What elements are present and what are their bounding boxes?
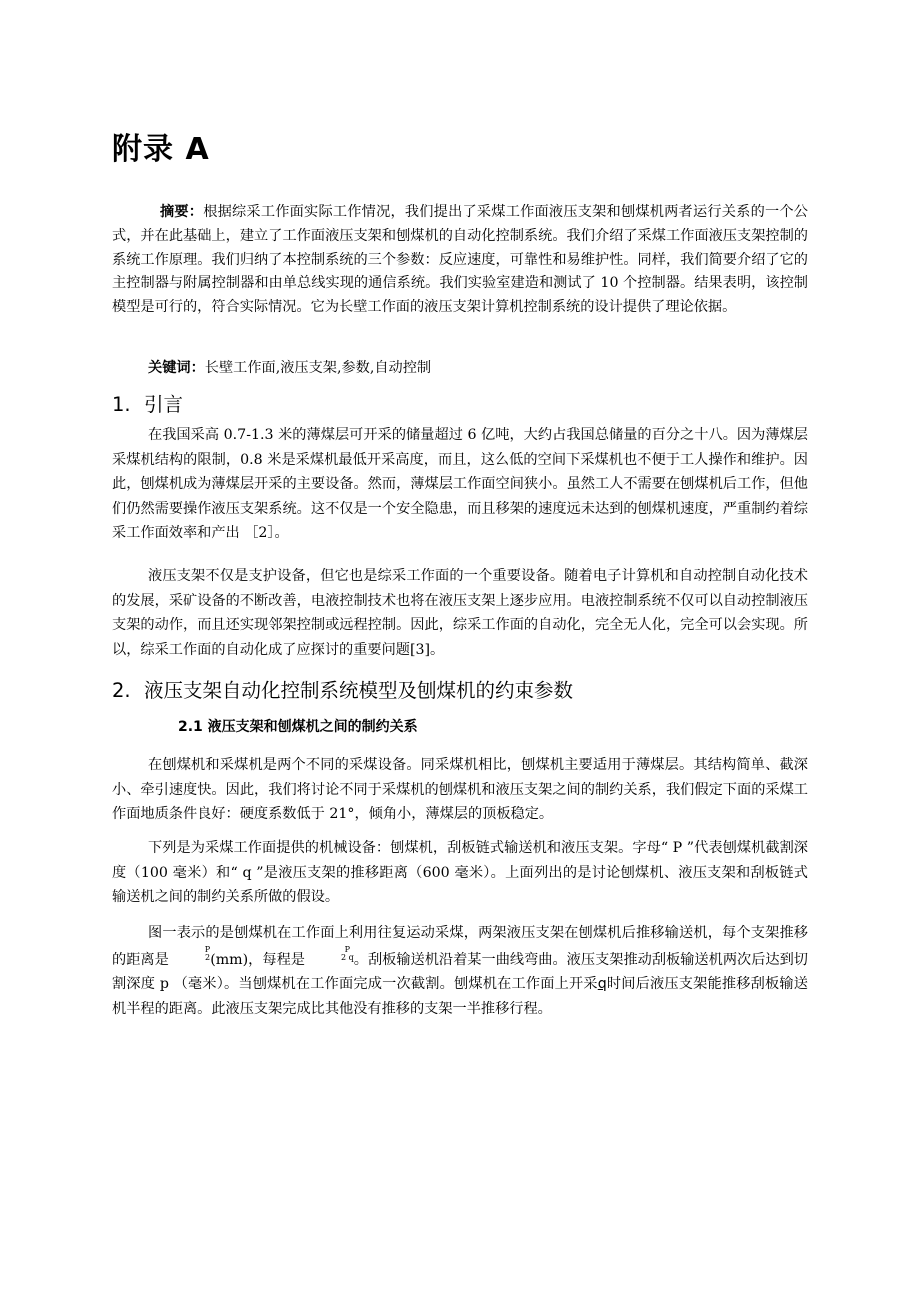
section-2-heading [112, 678, 573, 704]
subsection-2-1-heading: 2.1 液压支架和刨煤机之间的制约关系 [178, 719, 418, 735]
keywords-text: 长壁工作面,液压支架,参数,自动控制 [204, 360, 432, 376]
underlined-q: q [597, 976, 607, 992]
section-1-paragraph-2: 液压支架不仅是支护设备，但它也是综采工作面的一个重要设备。随着电子计算机和自动控制自动化技术的发展，采矿设备的不断改善，电液控制技术也将在液压支架上逐步应用。电液控制系统不仅可以自动控制液压支架的动作，而且还实现邻架控制或远程控制。因此，综采工作面的自动化，完全无人化，完全可以会实现。所以，综采工作面的自动化成了应探讨的重要问题[3]。 [112, 568, 808, 658]
paragraph-3-text-d: 时间后液压支架能推移刮板输送机半程的距离。此液压支架完成比其他没有推移的支架一半推移行程。 [112, 976, 808, 1017]
fraction-p-over-2q: P 2 q [340, 944, 354, 962]
paragraph-3-text-a: 图一表示的是刨煤机在工作面上利用往复运动采煤，两架液压支架在刨煤机后推移输送机，每个支架推移的距离是 [112, 925, 808, 968]
appendix-title: 附录 A [112, 132, 210, 167]
abstract-label: 摘要： [160, 204, 204, 220]
keywords-label: 关键词： [148, 360, 205, 376]
section-1-heading [112, 392, 183, 418]
paragraph-3-text-c: 。刮板输送机沿着某一曲线弯曲。液压支架推动刮板输送机两次后达到切割深度 p （毫米）。当刨煤机在工作面完成一次截割。刨煤机在工作面上开采 [112, 951, 808, 992]
section-2-paragraph-3 [112, 921, 808, 1021]
abstract-paragraph [112, 201, 808, 320]
section-2-paragraph-1: 在刨煤机和采煤机是两个不同的采煤设备。同采煤机相比，刨煤机主要适用于薄煤层。其结构简单、截深小、牵引速度快。因此，我们将讨论不同于采煤机的刨煤机和液压支架之间的制约关系，我们假定下面的采煤工作面地质条件良好：硬度系数低于 21°，倾角小，薄煤层的顶板稳定。 [112, 757, 808, 822]
section-2-paragraph-2: 下列是为采煤工作面提供的机械设备：刨煤机，刮板链式输送机和液压支架。字母“ P ”代表刨煤机截割深度（100 毫米）和“ q ”是液压支架的推移距离（600 毫米）。上面列出的是讨论刨煤机、液压支架和刮板链式输送机之间的制约关系所做的假设。 [112, 840, 808, 905]
section-1-number: 1. [112, 393, 131, 416]
keywords-line [148, 357, 431, 379]
paragraph-3-text-b: (mm)，每程是 [210, 951, 305, 968]
section-2-title: 液压支架自动化控制系统模型及刨煤机的约束参数 [144, 679, 574, 702]
fraction-p-over-2: P 2 [204, 944, 211, 962]
section-1-paragraph-1: 在我国采高 0.7-1.3 米的薄煤层可开采的储量超过 6 亿吨，大约占我国总储量的百分之十八。因为薄煤层采煤机结构的限制，0.8 米是采煤机最低开采高度，而且，这么低的空间下采煤机也不便于工人操作和维护。因此，刨煤机成为薄煤层开采的主要设备。然而，薄煤层工作面空间狭小。虽然工人不需要在刨煤机后工作，但他们仍然需要操作液压支架系统。这不仅是一个安全隐患，而且移架的速度远未达到的刨煤机速度，严重制约着综采工作面效率和产出 ［2］。 [112, 427, 808, 541]
section-2-number: 2. [112, 679, 131, 702]
abstract-text: 根据综采工作面实际工作情况，我们提出了采煤工作面液压支架和刨煤机两者运行关系的一个公式，并在此基础上，建立了工作面液压支架和刨煤机的自动化控制系统。我们介绍了采煤工作面液压支架控制的系统工作原理。我们归纳了本控制系统的三个参数：反应速度，可靠性和易维护性。同样，我们简要介绍了它的主控制器与附属控制器和由单总线实现的通信系统。我们实验室建造和测试了 10 个控制器。结果表明，该控制模型是可行的，符合实际情况。它为长壁工作面的液压支架计算机控制系统的设计提供了理论依据。 [112, 204, 808, 316]
section-1-title: 引言 [144, 393, 184, 416]
